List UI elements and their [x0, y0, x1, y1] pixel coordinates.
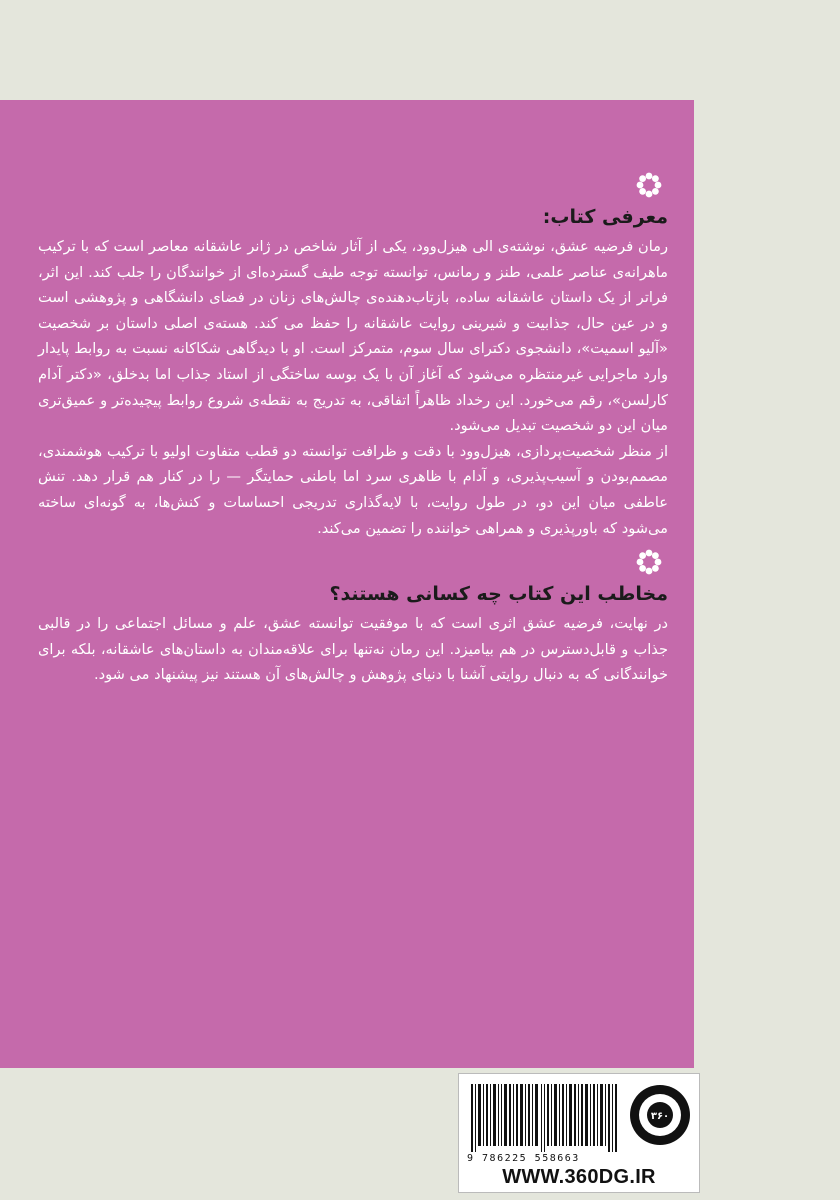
audience-paragraph: در نهایت، فرضیه عشق اثری است که با موفقیت توانسته عشق، علم و مسائل اجتماعی را در قالبی جذاب و قابل‌دسترس در هم بیامیزد. این رمان نه‌تنها برای علاقه‌مندان به داستان‌های عاشقانه، بلکه برای خوانندگانی که به دنبال روایتی آشنا با دنیای پژوهش و چالش‌های آن هستند نیز پیشنهاد می شود. [38, 615, 668, 684]
intro-heading: معرفی کتاب: [542, 206, 668, 228]
publisher-website[interactable]: WWW.360DG.IR [502, 1166, 656, 1188]
intro-paragraph-1: رمان فرضیه عشق، نوشته‌ی الی هیزل‌وود، یکی از آثار شاخص در ژانر عاشقانه معاصر است که با ترکیب ماهرانه‌ی عناصر علمی، طنز و رمانس، توانسته توجه طیف گسترده‌ای از خوانندگان را جلب کند. این اثر، فراتر از یک داستان عاشقانه ساده، بازتاب‌دهنده‌ی چالش‌های زنان در فضای دانشگاهی و پژوهشی است و در عین حال، جذابیت و شیرینی روایت عاشقانه را حفظ می کند. هسته‌ی اصلی داستان بر شخصیت «آلیو اسمیت»، دانشجوی دکترای سال سوم، متمرکز است. او با دیدگاهی شکاکانه نسبت به روابط پایدار وارد ماجرایی غیرمنتظره می‌شود که آغاز آن با یک بوسه ساختگی از استاد جذاب اما بدخلق، «دکتر آدام کارلسن»، رقم می‌خورد. این رخداد ظاهراً اتفاقی، به تدریج به نقطه‌ی شروع روابط پیچیده‌تر و عمیق‌تری میان این دو شخصیت تبدیل می‌شود. [38, 238, 668, 435]
back-cover-text [38, 170, 668, 688]
svg-text:۳۶۰: ۳۶۰ [650, 1111, 670, 1122]
isbn-number: 9 786225 558663 [467, 1153, 580, 1164]
flower-ornament-icon [38, 547, 664, 577]
publisher-logo [629, 1084, 691, 1146]
barcode-label [458, 1073, 700, 1193]
flower-ornament-icon [38, 170, 664, 200]
intro-paragraph-2: از منظر شخصیت‌پردازی، هیزل‌وود با دقت و ظرافت توانسته دو قطب متفاوت اولیو با ترکیب هوشمندی، مصمم‌بودن و آسیب‌پذیری، و آدام با ظاهری سرد اما باطنی حمایتگر — را در کنار هم قرار دهد. تنش عاطفی میان این دو، در طول روایت، با لایه‌گذاری تدریجی احساسات و کنش‌ها، به گونه‌ای ساخته می‌شود که باورپذیری و همراهی خواننده را تضمین می‌کند. [38, 442, 668, 537]
isbn-barcode [469, 1084, 621, 1152]
audience-heading: مخاطب این کتاب چه کسانی هستند؟ [329, 583, 668, 606]
